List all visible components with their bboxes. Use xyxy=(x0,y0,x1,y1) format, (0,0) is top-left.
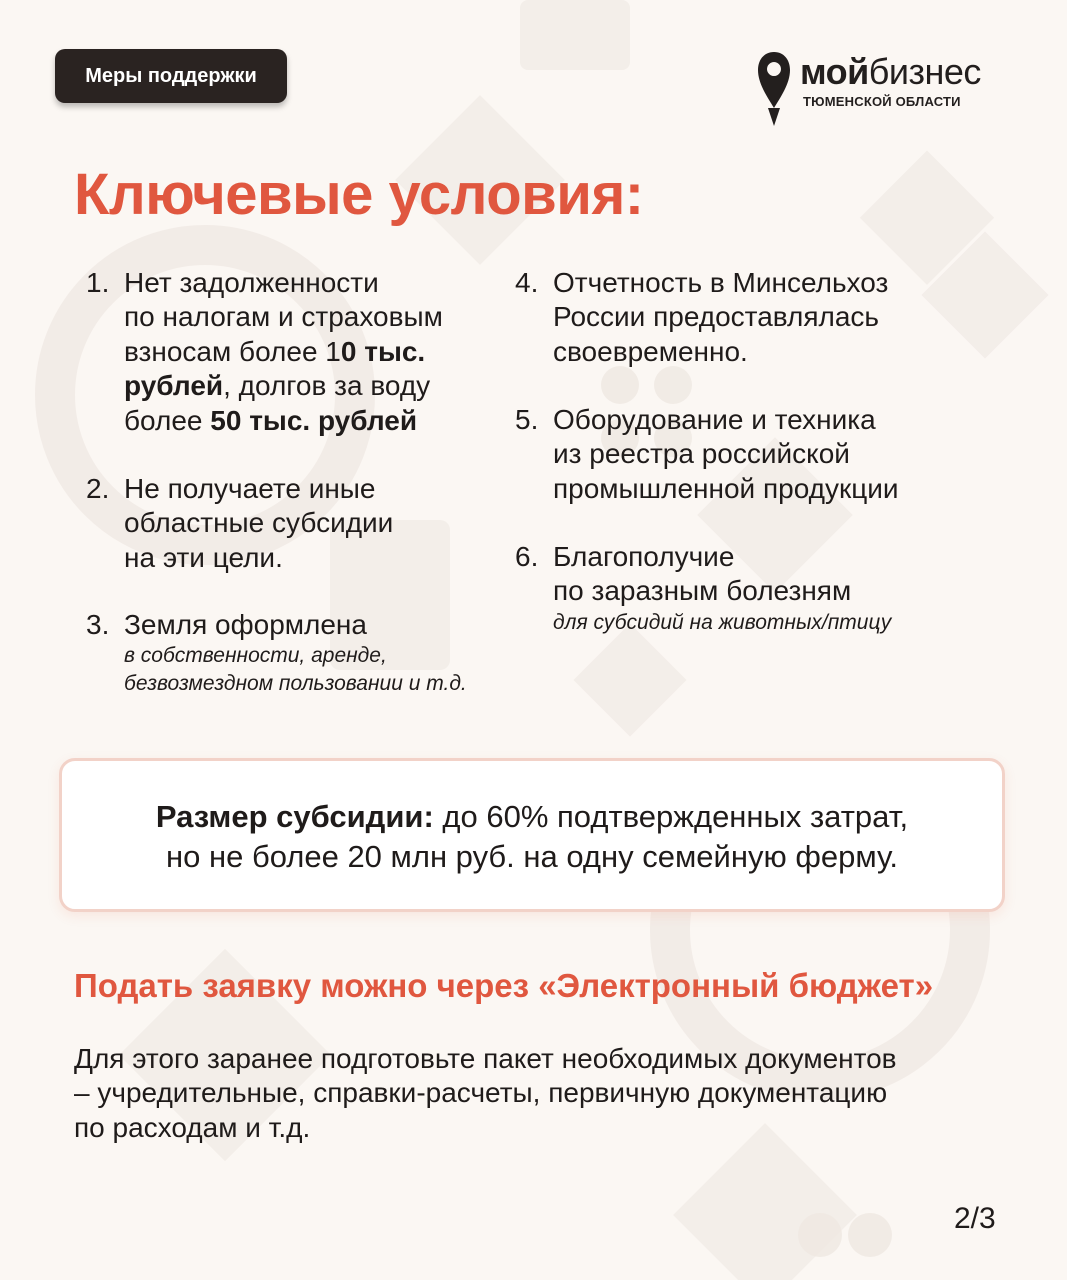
condition-text: Не получаете иные областные субсидии на эти цели. xyxy=(124,473,394,573)
subsidy-size-box xyxy=(59,758,1005,912)
logo-wordmark: мойбизнес xyxy=(800,51,981,92)
condition-text: Благополучие по заразным болезням для субсидий на животных/птицу xyxy=(553,540,891,637)
subsidy-limit: но не более 20 млн руб. на одну семейную ферму. xyxy=(166,839,898,874)
condition-text: Земля оформлена в собственности, аренде, безвозмездном пользовании и т.д. xyxy=(124,608,467,698)
condition-number: 6. xyxy=(515,541,539,572)
condition-note: безвозмездном пользовании и т.д. xyxy=(124,672,467,696)
logo-subtitle: ТЮМЕНСКОЙ ОБЛАСТИ xyxy=(803,94,961,109)
rocket-pin-icon xyxy=(756,50,792,128)
condition-text: Оборудование и техника из реестра российской промышленной продукции xyxy=(553,404,899,504)
condition-number: 4. xyxy=(515,267,539,298)
condition-number: 1. xyxy=(86,267,110,298)
subsidy-amount: до 60% подтвержденных затрат, xyxy=(433,799,909,834)
apply-heading: Подать заявку можно через «Электронный бюджет» xyxy=(74,967,934,1004)
section-tag: Меры поддержки xyxy=(55,49,287,103)
subsidy-label: Размер субсидии: xyxy=(155,799,434,834)
apply-description: Для этого заранее подготовьте пакет необходимых документов – учредительные, справки-расчеты, первичную документацию по расходам и т.д. xyxy=(74,1043,897,1143)
condition-number: 5. xyxy=(515,404,539,435)
page-number: 2/3 xyxy=(954,1202,996,1235)
condition-number: 2. xyxy=(86,473,110,504)
condition-number: 3. xyxy=(86,609,110,640)
page-title: Ключевые условия: xyxy=(74,162,644,227)
condition-note: для субсидий на животных/птицу xyxy=(553,610,892,634)
condition-text: Отчетность в Минсельхоз России предоставлялась своевременно. xyxy=(553,267,889,367)
condition-text: Нет задолженности по налогам и страховым взносам более 10 тыс. рублей, долгов за воду более 50 тыс. рублей xyxy=(124,267,443,436)
condition-note: в собственности, аренде, xyxy=(124,644,387,668)
